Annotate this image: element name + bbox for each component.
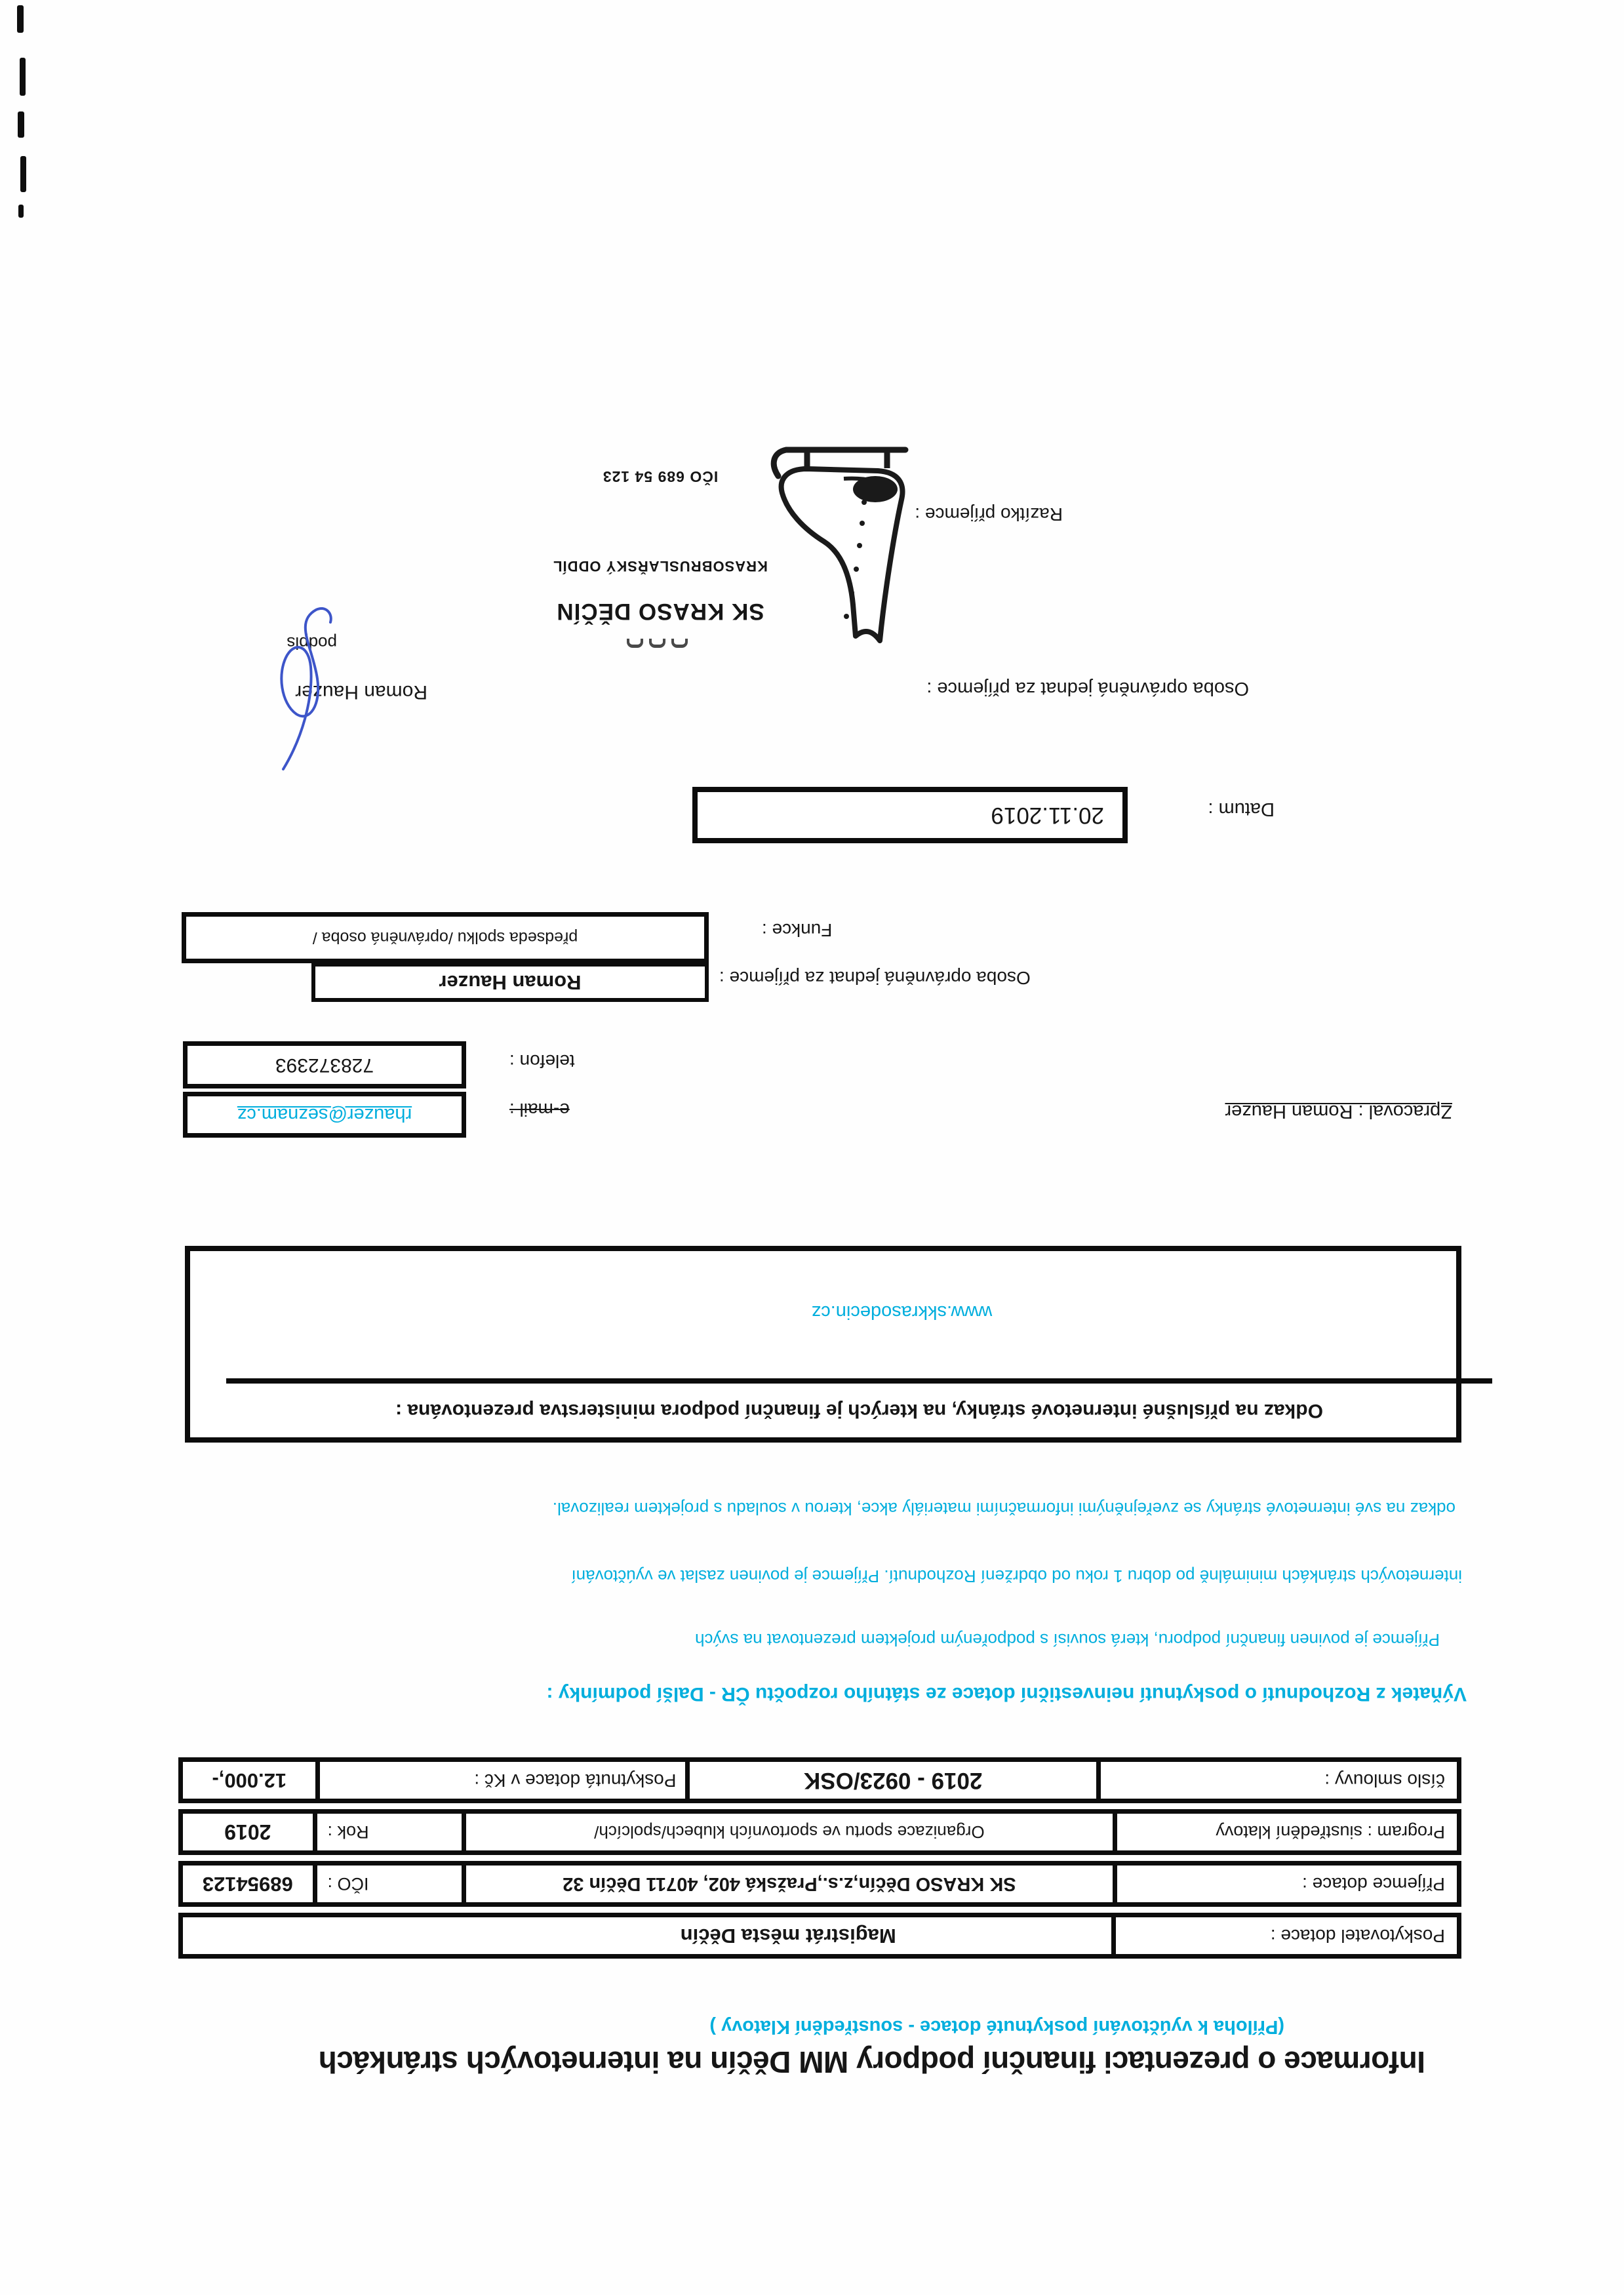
stamp-ico: IČO 689 54 123 xyxy=(602,468,719,485)
phone-label: telefon : xyxy=(509,1051,575,1071)
table-row-recipient xyxy=(178,1861,1461,1907)
date-label: Datum : xyxy=(1208,799,1275,820)
scan-artifact xyxy=(17,5,24,33)
provider-value: Magistrát města Děčín xyxy=(183,1917,1116,1954)
signature-label: Osoba oprávněná jednat za příjemce : xyxy=(926,678,1249,699)
stamp-club-name: SK KRASO DĚČÍN xyxy=(556,599,764,624)
phone-box xyxy=(183,1041,466,1088)
recipient-label: Příjemce dotace : xyxy=(1302,1874,1445,1894)
year-label: Rok : xyxy=(317,1814,466,1850)
ico-value: 68954123 xyxy=(183,1866,317,1902)
document-title: Informace o prezentaci finanční podpory MM Děčín na internetových stránkách xyxy=(319,2045,1425,2079)
table-row-provider xyxy=(178,1913,1461,1959)
scan-artifact xyxy=(18,205,24,218)
program-label: Program : siustředění klatovy xyxy=(1216,1822,1445,1843)
authorized-person-label: Osoba oprávněná jednat za příjemce : xyxy=(719,968,1031,988)
scan-artifact xyxy=(20,156,26,192)
ico-label: IČO : xyxy=(317,1866,466,1902)
authorized-person-box: Roman Hauzer xyxy=(311,963,709,1002)
link-box xyxy=(185,1246,1461,1443)
date-box: 20.11.2019 xyxy=(692,787,1128,843)
document-subtitle: (Příloha k vyúčtování poskytnuté dotace - soustředění Klatovy ) xyxy=(709,2016,1284,2037)
contract-label: číslo smlouvy : xyxy=(1324,1770,1445,1791)
stamp-ring-marks xyxy=(621,635,688,648)
provider-label: Poskytovatel dotace : xyxy=(1270,1926,1445,1946)
handwritten-signature xyxy=(211,603,382,777)
table-row-program xyxy=(178,1809,1461,1855)
grant-value: 12.000,- xyxy=(183,1762,321,1799)
scan-artifact xyxy=(20,58,26,96)
phone-value: 728372393 xyxy=(275,1054,374,1076)
signature-name: Roman Hauzer xyxy=(295,681,427,703)
grant-label: Poskytnutá dotace v Kč : xyxy=(321,1762,690,1799)
function-box: předseda spolku /oprávněná osoba / xyxy=(182,912,709,963)
stamp-section-name: KRASOBRUSLAŘSKÝ ODDÍL xyxy=(553,558,768,574)
recipient-value: SK KRASO Děčín,z.s.,Pražská 402, 40711 Děčín 32 xyxy=(466,1866,1117,1902)
excerpt-heading: Výňatek z Rozhodnutí o poskytnutí neinvestiční dotace ze státního rozpočtu ČR - Další podmínky : xyxy=(546,1683,1467,1705)
excerpt-line-1: Příjemce je povinen finanční podporu, která souvisí s podpořeným projektem prezentovat na svých xyxy=(695,1630,1440,1650)
scan-artifact xyxy=(18,111,24,138)
email-label: e-mail : xyxy=(509,1100,570,1120)
excerpt-line-3: odkaz na své internetové stránky se zveřejněnými informačními materiály akce, kterou v souladu s projektem realizoval. xyxy=(552,1499,1456,1519)
website-url: www.skkrasodecin.cz xyxy=(811,1302,993,1323)
program-value: Organizace sportu ve sportovních klubech/spolcích/ xyxy=(466,1814,1117,1850)
excerpt-line-2: internetových stránkách minimálně po dobru 1 roku od obdržení Rozhodnutí. Příjemce je povinen zaslat ve vyúčtování xyxy=(571,1567,1462,1586)
function-label: Funkce : xyxy=(762,920,833,940)
signature-caption: podpis xyxy=(287,633,337,653)
link-box-header: Odkaz na příslušné internetové stránky, na kterých je finanční podpora ministerstva prezentována : xyxy=(226,1378,1492,1437)
email-value: rhauzer@seznam.cz xyxy=(237,1104,412,1126)
link-box-content xyxy=(190,1246,1456,1378)
year-value: 2019 xyxy=(183,1814,317,1850)
table-row-contract xyxy=(178,1757,1461,1803)
contract-value: 2019 - 0923/OSK xyxy=(690,1762,1100,1799)
email-box xyxy=(183,1092,466,1138)
prepared-by: Zpracoval : Roman Hauzer xyxy=(1225,1101,1452,1122)
stamp-label: Razítko příjemce : xyxy=(915,504,1063,525)
